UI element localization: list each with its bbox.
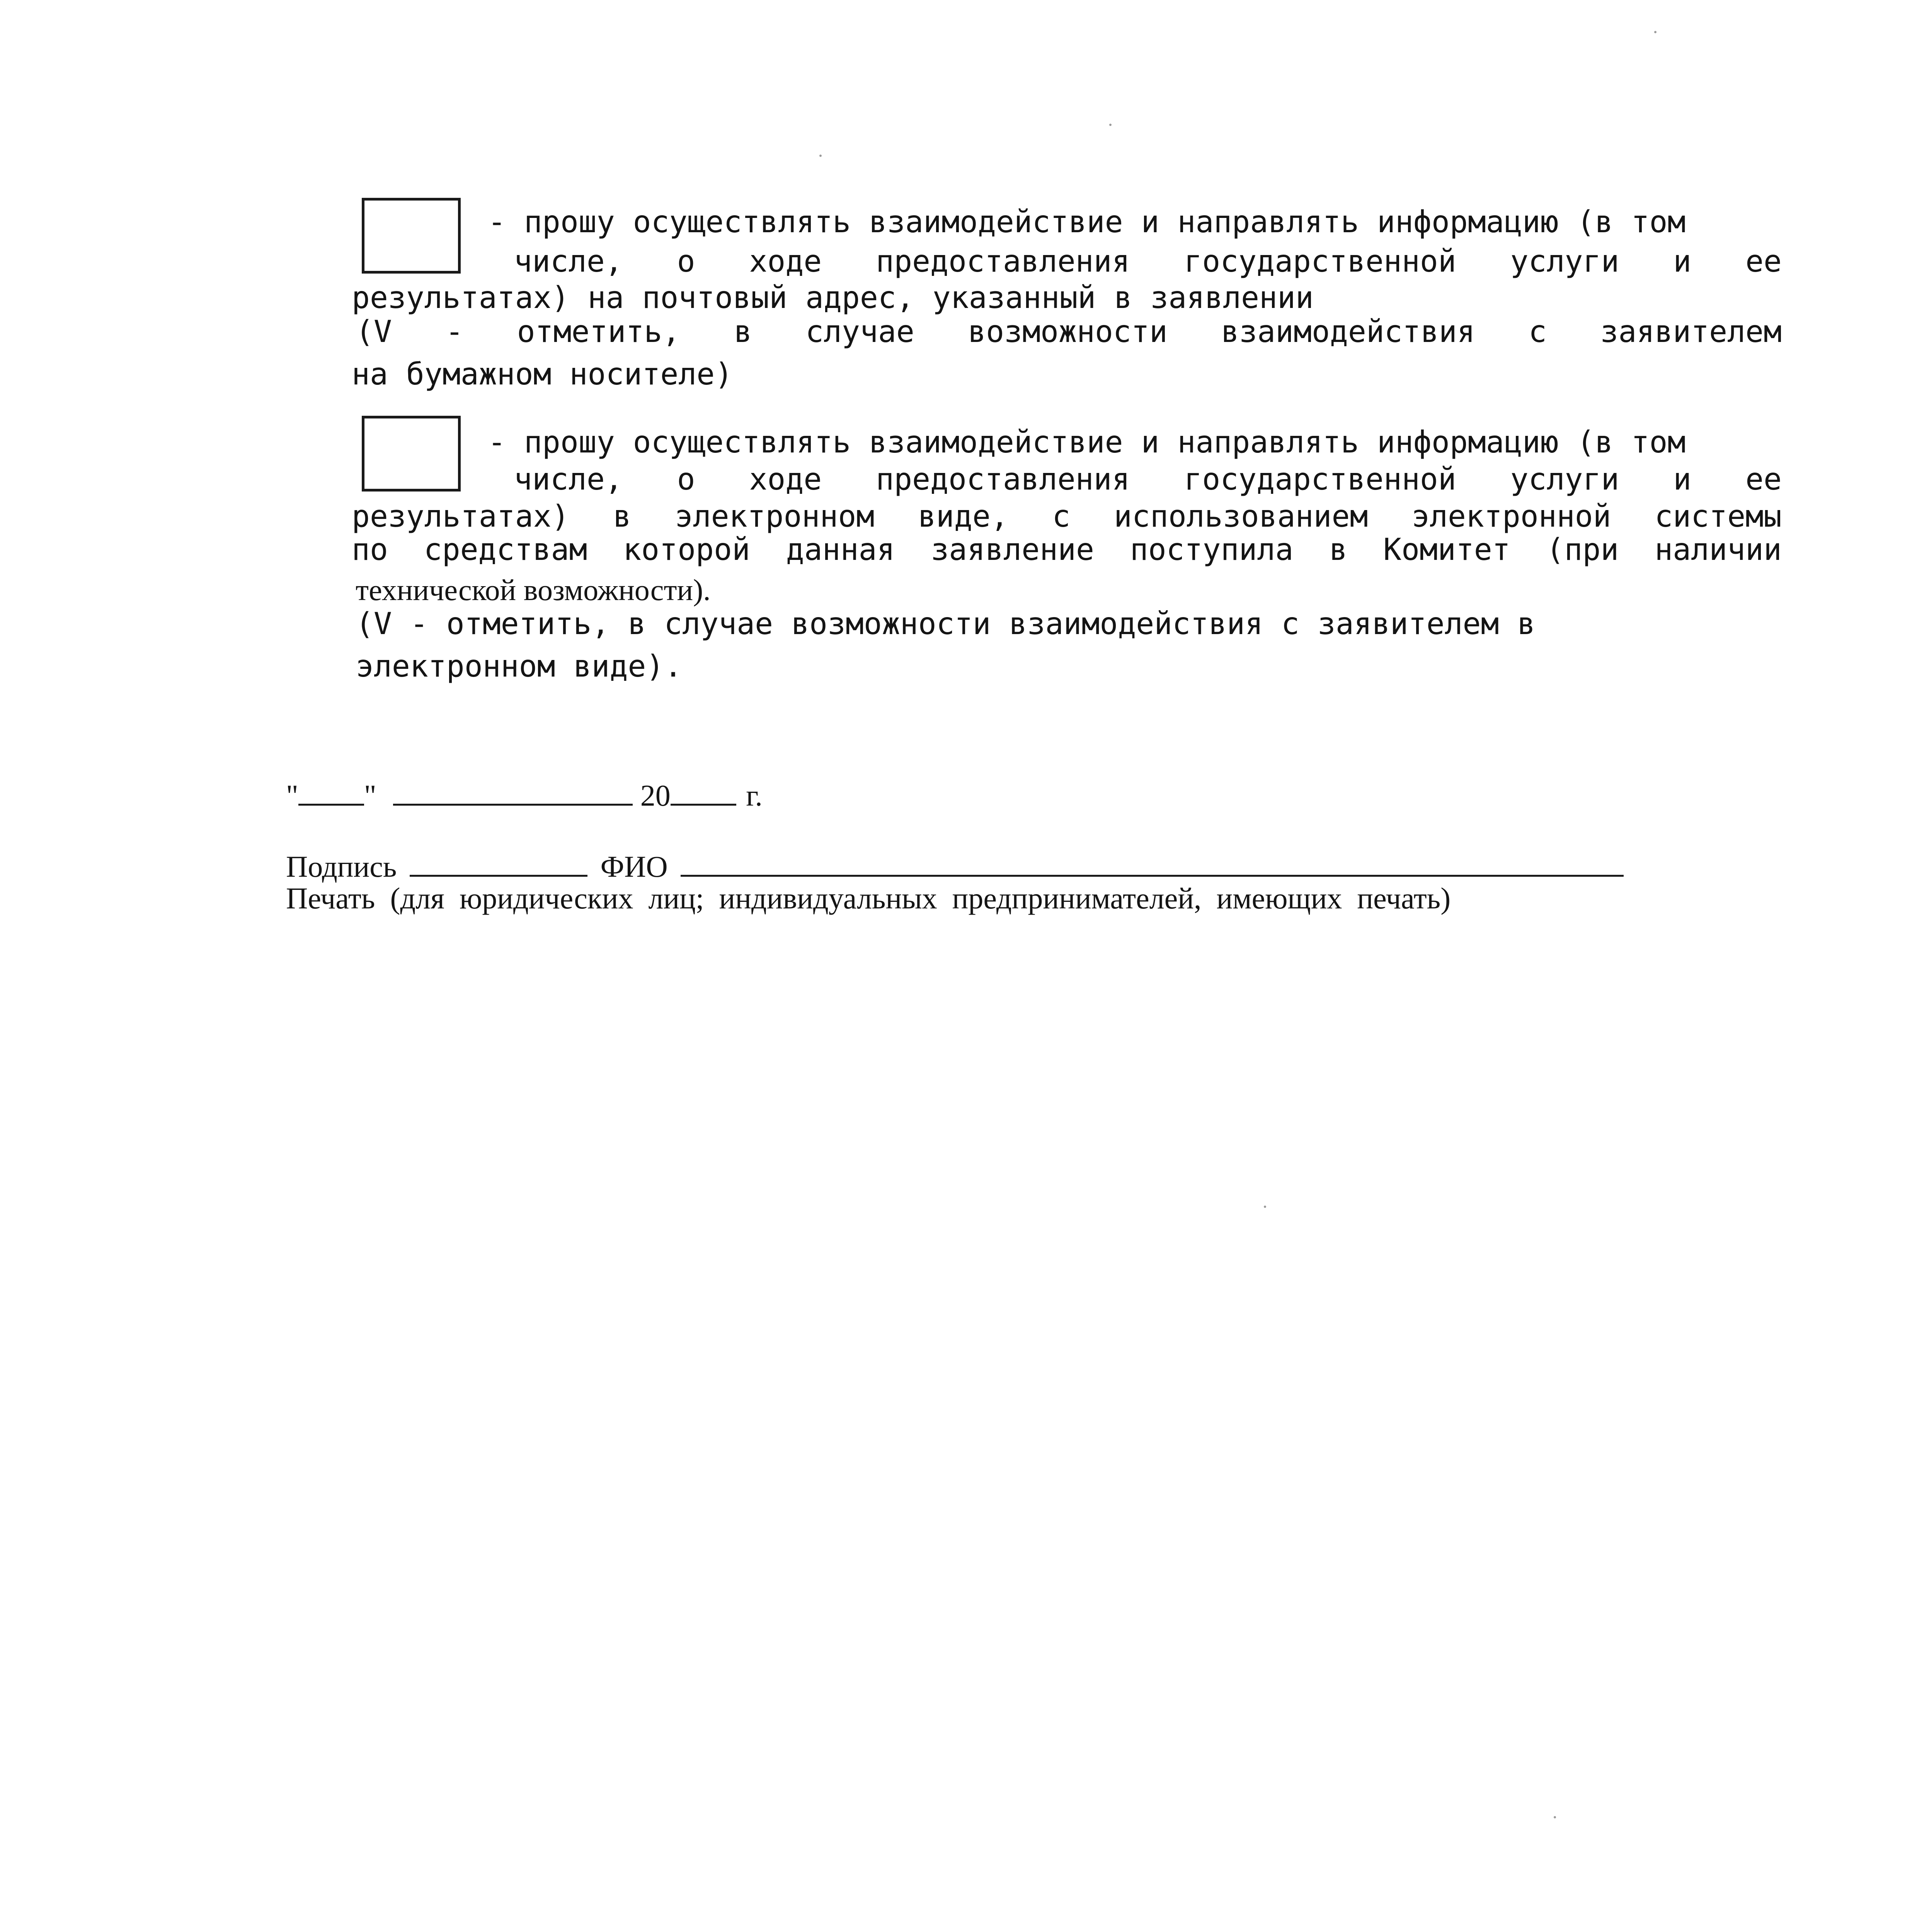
electronic-delivery-checkbox[interactable] — [362, 416, 461, 492]
date-close-quote: " — [364, 779, 376, 812]
word: и — [1673, 462, 1692, 497]
option2-line1: - прошу осуществлять взаимодействие и направлять информацию (в том — [488, 425, 1686, 460]
word: и — [1673, 244, 1692, 279]
fio-blank[interactable] — [681, 848, 1624, 877]
word: поступила — [1130, 532, 1294, 567]
year-blank[interactable] — [671, 777, 736, 806]
word: возможности — [968, 315, 1168, 349]
option2-line4 — [352, 532, 1782, 567]
word: с — [1529, 315, 1547, 349]
scan-speck — [1654, 31, 1657, 33]
option1-line2 — [514, 244, 1782, 279]
option2-line5: технической возможности). — [356, 573, 711, 607]
word: в — [1329, 532, 1348, 567]
word: электронной — [1411, 499, 1611, 534]
scan-speck — [1554, 1816, 1556, 1818]
word: о — [677, 244, 695, 279]
stamp-note: Печать (для юридических лиц; индивидуальных предпринимателей, имеющих печать) — [286, 881, 1451, 915]
option2-line3 — [352, 499, 1782, 534]
word: ее — [1745, 462, 1782, 497]
word: с — [1052, 499, 1071, 534]
signature-label: Подпись — [286, 850, 397, 883]
word: использованием — [1113, 499, 1368, 534]
word: данная — [786, 532, 895, 567]
word: услуги — [1510, 462, 1619, 497]
word: в — [734, 315, 752, 349]
option2-line6: (V - отметить, в случае возможности взаимодействия с заявителем в — [356, 607, 1536, 641]
word: ходе — [749, 244, 822, 279]
option1-line5: на бумажном носителе) — [352, 357, 733, 392]
month-blank[interactable] — [393, 777, 633, 806]
date-line — [286, 777, 763, 813]
word: Комитет — [1383, 532, 1510, 567]
word: числе, — [514, 244, 623, 279]
word: ее — [1745, 244, 1782, 279]
word: взаимодействия — [1221, 315, 1475, 349]
word: - — [445, 315, 464, 349]
word: числе, — [514, 462, 623, 497]
word: системы — [1655, 499, 1782, 534]
word: о — [677, 462, 695, 497]
option2-line7: электронном виде). — [356, 649, 683, 684]
option1-line4 — [356, 315, 1782, 349]
word: в — [613, 499, 632, 534]
option1-line3: результатах) на почтовый адрес, указанный в заявлении — [352, 281, 1314, 315]
scan-speck — [1109, 124, 1112, 126]
day-blank[interactable] — [298, 777, 364, 806]
word: предоставления — [876, 462, 1130, 497]
word: ходе — [749, 462, 822, 497]
date-open-quote: " — [286, 779, 298, 812]
word: государственной — [1184, 462, 1456, 497]
scan-speck — [1264, 1206, 1266, 1208]
signature-line — [286, 848, 1624, 884]
word: результатах) — [352, 499, 570, 534]
word: (при — [1546, 532, 1619, 567]
word: государственной — [1184, 244, 1456, 279]
signature-blank[interactable] — [410, 848, 587, 877]
word: (V — [356, 315, 392, 349]
year-prefix: 20 — [640, 779, 671, 812]
word: виде, — [918, 499, 1009, 534]
word: электронном — [674, 499, 875, 534]
word: услуги — [1510, 244, 1619, 279]
word: наличии — [1655, 532, 1782, 567]
scan-speck — [819, 155, 822, 157]
year-suffix: г. — [746, 779, 763, 812]
word: заявителем — [1600, 315, 1782, 349]
word: по — [352, 532, 388, 567]
option2-line2 — [514, 462, 1782, 497]
word: предоставления — [876, 244, 1130, 279]
word: которой — [623, 532, 750, 567]
word: случае — [805, 315, 914, 349]
word: средствам — [424, 532, 587, 567]
fio-label: ФИО — [600, 850, 668, 883]
option1-line1: - прошу осуществлять взаимодействие и направлять информацию (в том — [488, 205, 1686, 240]
word: заявление — [931, 532, 1094, 567]
word: отметить, — [517, 315, 681, 349]
postal-delivery-checkbox[interactable] — [362, 198, 461, 274]
